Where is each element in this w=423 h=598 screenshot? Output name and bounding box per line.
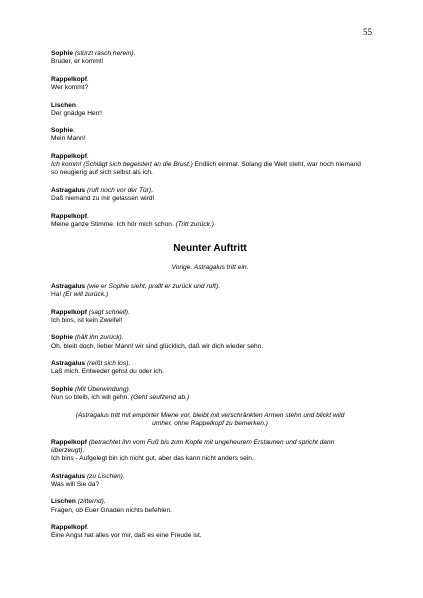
speaker-direction: (wie er Sophie sieht, prallt er zurück und ruft) — [86, 282, 219, 290]
speaker-name: Rappelkopf — [51, 75, 87, 83]
speech-text: Ich komm! (Schlägt sich begeistert an die Brust.) Endlich einmal. Solang die Welt steht, war noch niemand so neugierig auf sich selbst als ich. — [51, 161, 361, 177]
speaker-line: Rappelkopf. — [51, 153, 89, 161]
speech-direction: (Tritt zurück.) — [175, 220, 214, 228]
speaker-name: Astragalus — [51, 360, 86, 368]
speech-direction: (Geht seufzend ab.) — [130, 394, 190, 402]
speaker-line: Sophie (stürzt rasch herein). — [51, 50, 136, 57]
speaker-direction: (ruft noch vor der Tür) — [86, 187, 152, 194]
speaker-line: Rappelkopf. — [51, 75, 89, 83]
dialogue-group-2 — [51, 283, 369, 402]
speaker-name: Astragalus — [51, 187, 86, 194]
speech-block — [51, 283, 369, 299]
speech-block — [51, 309, 369, 325]
speech-text: Mein Mann! — [51, 135, 86, 143]
speaker-direction: (zu Lischen) — [86, 472, 123, 480]
speaker-name: Sophie — [51, 385, 73, 393]
speech-text: Was will Sie da? — [51, 480, 100, 488]
speech-block — [51, 102, 369, 118]
speech-text: Der gnädge Herr! — [51, 109, 102, 117]
speaker-name: Astragalus — [51, 282, 86, 290]
page-number: 55 — [363, 27, 372, 37]
speech-text: Bruder, er kommt! — [51, 58, 104, 66]
stage-direction: (Astragalus tritt mit empörter Miene vor, bleibt mit verschränkten Armen stehn und blickt wild umher, ohne Rappelkopf zu bemerken.) — [75, 411, 345, 427]
speech-block — [51, 187, 369, 203]
speaker-direction: (hält ihn zurück) — [74, 334, 122, 342]
speech-text: Ich bins, ist kein Zweifel! — [51, 316, 123, 324]
speaker-line: Sophie (Mit Überwindung). — [51, 385, 131, 393]
speaker-line: Lischen (zitternd). — [51, 498, 106, 506]
speech-text: Fragen, ob Euer Gnaden nichts befehlen. — [51, 506, 172, 514]
speaker-name: Lischen — [51, 498, 76, 506]
speech-block — [51, 473, 369, 489]
speaker-name: Rappelkopf — [51, 524, 87, 532]
speech-text: Daß niemand zu mir gelassen wird! — [51, 195, 155, 203]
speech-block — [51, 524, 369, 540]
speaker-name: Rappelkopf — [51, 212, 87, 220]
speaker-name: Lischen — [51, 101, 76, 109]
speech-text: Oh, bleib doch, lieber Mann! wir sind glücklich, daß wir dich wieder sehn. — [51, 342, 264, 350]
speech-block — [51, 386, 369, 402]
speaker-line: Rappelkopf (betrachtet ihn vom Fuß bis zum Kopfe mit ungeheurem Erstaunen und spricht dann überzeugt). — [51, 438, 335, 454]
speech-direction: Ich komm! (Schlägt sich begeistert an die Brust.) — [51, 161, 193, 169]
speech-block — [51, 360, 369, 376]
speaker-direction: (Mit Überwindung) — [74, 385, 129, 393]
speaker-line: Rappelkopf (sagt schnell). — [51, 308, 130, 316]
page-body — [51, 50, 369, 550]
speech-block — [51, 76, 369, 92]
speech-block — [51, 439, 369, 463]
scene-direction: Vorige. Astragalus tritt ein. — [171, 263, 249, 271]
speaker-name: Sophie — [51, 334, 73, 342]
speaker-direction: (zitternd) — [77, 498, 104, 506]
speaker-line: Astragalus (ruft noch vor der Tür). — [51, 187, 153, 194]
speech-block — [51, 153, 369, 177]
speaker-name: Rappelkopf — [51, 153, 87, 161]
speech-text: Nun so bleib, ich will gehn. (Geht seufzend ab.) — [51, 394, 190, 402]
dialogue-group-3 — [51, 439, 369, 541]
speech-text: Eine Angst hat alles vor mir, daß es eine Freude ist. — [51, 532, 202, 540]
speaker-direction: (sagt schnell) — [88, 308, 128, 316]
speaker-direction: (stürzt rasch herein) — [74, 50, 134, 57]
speech-block — [51, 334, 369, 350]
speaker-line: Astragalus (wie er Sophie sieht, prallt er zurück und ruft). — [51, 282, 220, 290]
speech-block — [51, 127, 369, 143]
speaker-name: Sophie — [51, 50, 73, 57]
speaker-line: Rappelkopf. — [51, 524, 89, 532]
speaker-line: Astragalus (zu Lischen). — [51, 472, 125, 480]
speaker-line: Lischen. — [51, 101, 78, 109]
speaker-line: Rappelkopf. — [51, 212, 89, 220]
speaker-name: Sophie — [51, 127, 73, 135]
speaker-name: Astragalus — [51, 472, 86, 480]
speech-text: Wer kommt? — [51, 83, 89, 91]
speaker-line: Sophie (hält ihn zurück). — [51, 334, 124, 342]
scene-heading: Neunter Auftritt — [173, 242, 247, 254]
speech-block — [51, 498, 369, 514]
dialogue-group-1 — [51, 50, 369, 229]
speaker-line: Sophie. — [51, 127, 75, 135]
speech-block — [51, 50, 369, 66]
speaker-name: Rappelkopf — [51, 308, 87, 316]
speaker-direction: (betrachtet ihn vom Fuß bis zum Kopfe mit ungeheurem Erstaunen und spricht dann überzeugt) — [51, 438, 335, 454]
speech-text: Ha! (Er will zurück.) — [51, 290, 109, 298]
speaker-direction: (reißt sich los) — [86, 360, 129, 368]
speech-text: Ich bins - Aufgelegt bin ich nicht gut, aber das kann nicht anders sein. — [51, 454, 254, 462]
speech-text: Meine ganze Stimme. Ich hör mich schon. (Tritt zurück.) — [51, 220, 214, 228]
speech-direction: (Er will zurück.) — [63, 290, 109, 298]
speech-block — [51, 213, 369, 229]
speaker-line: Astragalus (reißt sich los). — [51, 360, 131, 368]
speaker-name: Rappelkopf — [51, 438, 87, 446]
speech-text: Laß mich. Entweder gehst du oder ich. — [51, 368, 164, 376]
